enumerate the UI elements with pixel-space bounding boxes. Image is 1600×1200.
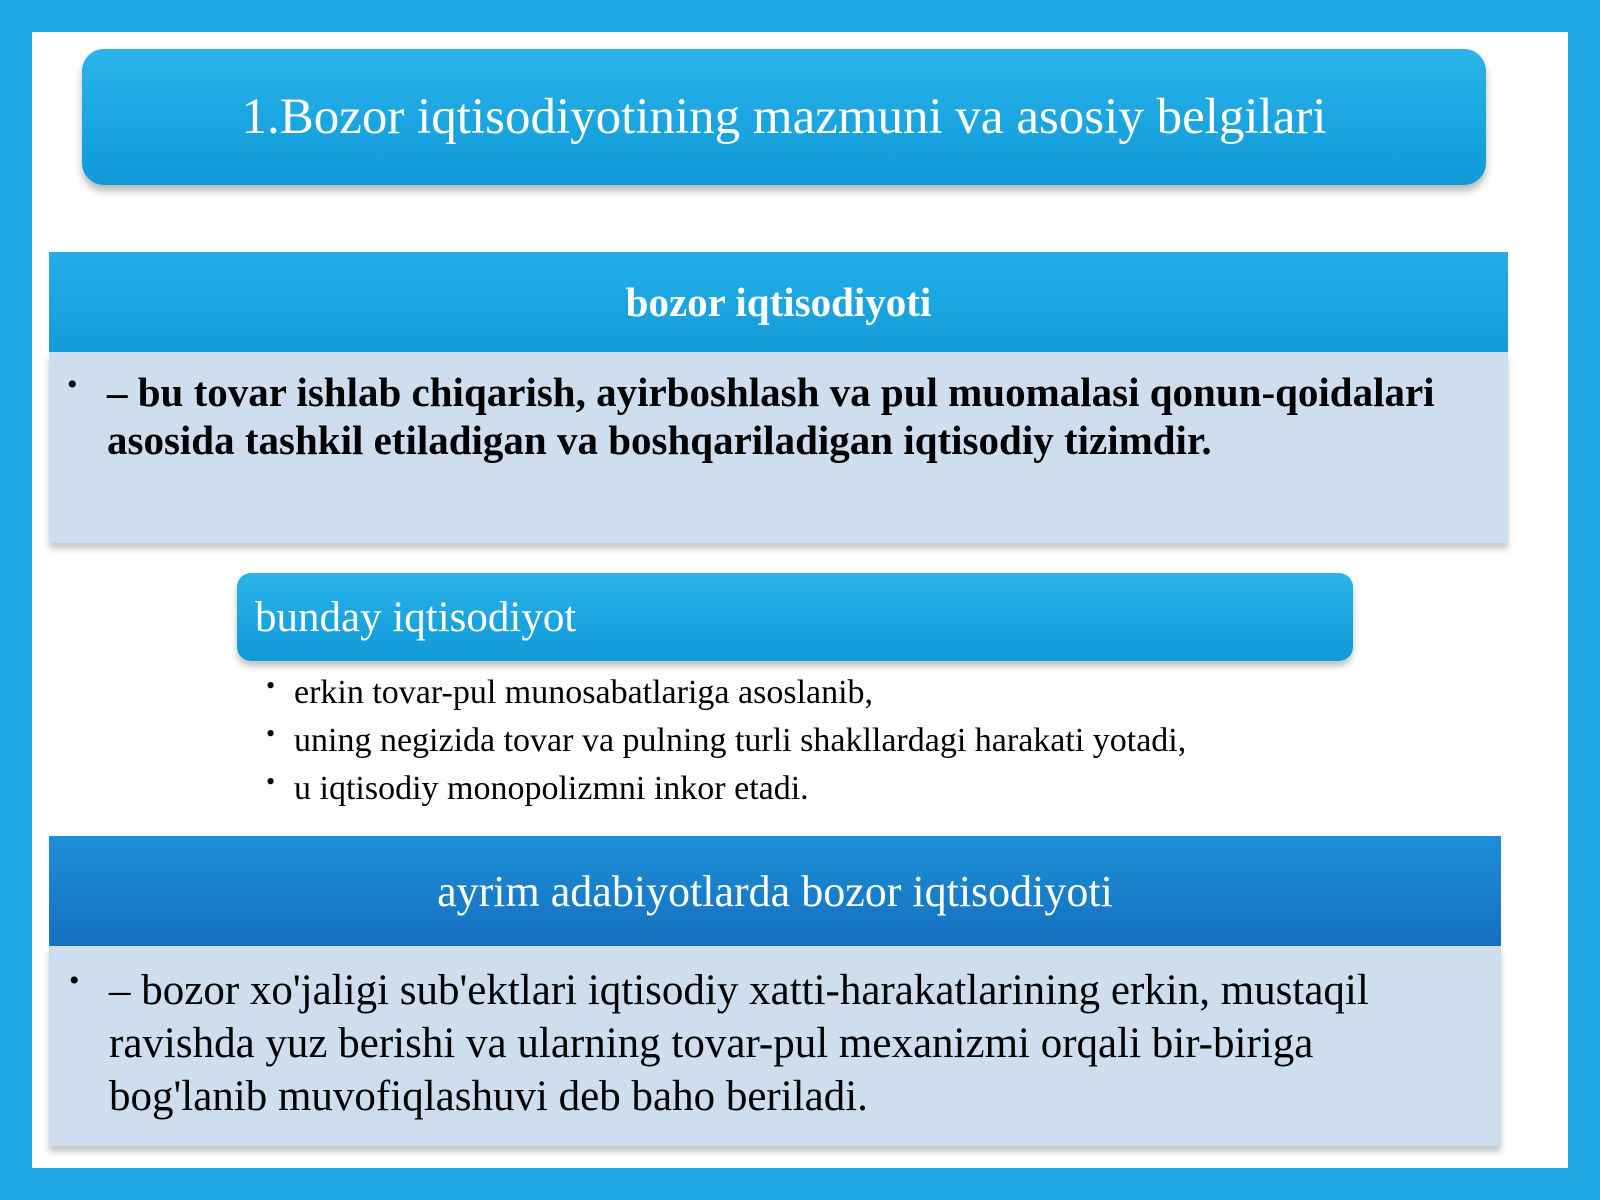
- bullet-icon: •: [266, 719, 276, 748]
- list-item: [264, 669, 1186, 717]
- section1-body: [49, 352, 1508, 543]
- section1-heading: bozor iqtisodiyoti: [625, 279, 932, 325]
- section3-header: [49, 836, 1501, 946]
- bullet-icon: •: [266, 767, 276, 796]
- section3-text: – bozor xo'jaligi sub'ektlari iqtisodiy xatti-harakatlarining erkin, mustaqil ravishda yuz berishi va ularning tovar-pul mexanizmi orqali bir-biriga bog'lanib muvofiqlashuvi deb baho beriladi.: [109, 967, 1369, 1120]
- slide: [32, 32, 1568, 1168]
- slide-title: 1.Bozor iqtisodiyotining mazmuni va asosiy belgilari: [241, 89, 1327, 145]
- list-item-text: uning negizida tovar va pulning turli shakllardagi harakati yotadi,: [294, 722, 1187, 759]
- list-item: [264, 765, 1186, 813]
- title-box: [82, 49, 1486, 185]
- list-item-text: erkin tovar-pul munosabatlariga asoslanib,: [294, 674, 874, 711]
- section1-header: [49, 252, 1508, 352]
- section3-body: [49, 946, 1501, 1146]
- list-item: [264, 717, 1186, 765]
- section1-text: – bu tovar ishlab chiqarish, ayirboshlash va pul muomalasi qonun-qoidalari asosida tashkil etiladigan va boshqariladigan iqtisodiy tizimdir.: [107, 369, 1435, 463]
- section3-heading: ayrim adabiyotlarda bozor iqtisodiyoti: [437, 866, 1113, 916]
- section2-list: [264, 669, 1186, 813]
- list-item-text: u iqtisodiy monopolizmni inkor etadi.: [294, 770, 809, 807]
- bullet-icon: •: [266, 671, 276, 700]
- bullet-icon: •: [69, 964, 80, 997]
- bullet-icon: •: [67, 368, 78, 401]
- section2-header: [237, 573, 1353, 661]
- section2-heading: bunday iqtisodiyot: [255, 593, 577, 641]
